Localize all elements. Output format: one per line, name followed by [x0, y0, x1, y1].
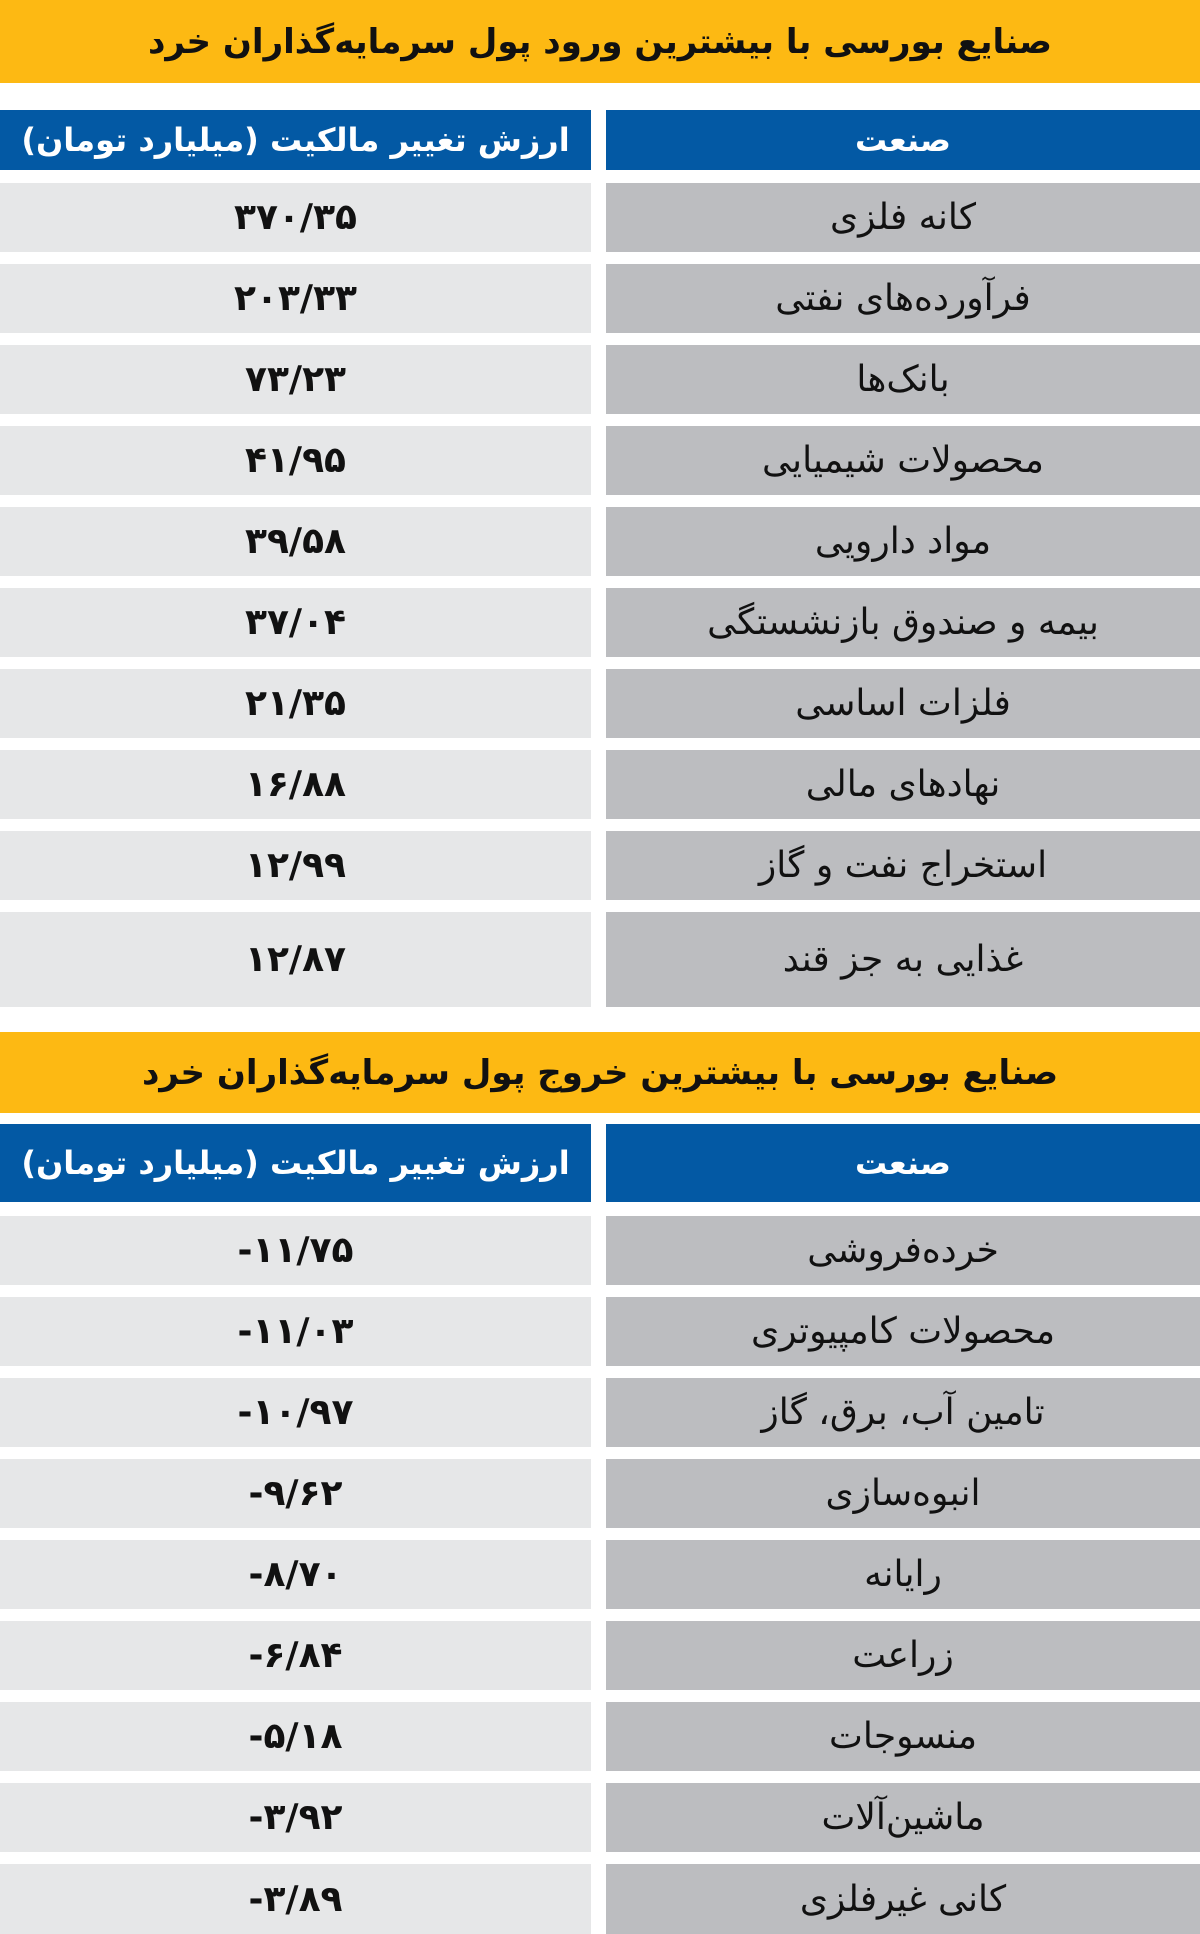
table-row-industry: انبوه‌سازی — [606, 1459, 1200, 1528]
value-text: ۱۶/۸۸ — [244, 764, 347, 805]
table-row-industry: خرده‌فروشی — [606, 1216, 1200, 1285]
value-text: -۱۰/۹۷ — [237, 1392, 354, 1433]
value-text: -۶/۸۴ — [248, 1635, 343, 1676]
outflow-header-industry: صنعت — [606, 1124, 1200, 1202]
table-row-value — [0, 669, 591, 738]
table-row-industry: غذایی به جز قند — [606, 912, 1200, 1007]
value-text: -۸/۷۰ — [248, 1554, 343, 1595]
table-row-industry: محصولات شیمیایی — [606, 426, 1200, 495]
value-text: -۳/۸۹ — [248, 1878, 343, 1920]
table-row-value — [0, 1783, 591, 1852]
value-text: -۳/۹۲ — [248, 1797, 343, 1838]
table-row-value — [0, 1459, 591, 1528]
table-row-industry: کانی غیرفلزی — [606, 1864, 1200, 1934]
value-text: ۱۲/۹۹ — [244, 845, 347, 886]
table-row-value — [0, 831, 591, 900]
table-row-value — [0, 1702, 591, 1771]
value-text: -۱۱/۷۵ — [237, 1230, 354, 1271]
table-row-value — [0, 1864, 591, 1934]
value-text: -۹/۶۲ — [248, 1473, 343, 1514]
value-text: ۳۷/۰۴ — [244, 602, 347, 643]
table-row-industry: فلزات اساسی — [606, 669, 1200, 738]
table-row-value — [0, 1540, 591, 1609]
value-text: ۳۹/۵۸ — [244, 521, 347, 562]
table-row-industry: فرآورده‌های نفتی — [606, 264, 1200, 333]
table-row-value — [0, 426, 591, 495]
table-row-industry: بانک‌ها — [606, 345, 1200, 414]
table-row-value — [0, 1378, 591, 1447]
table-row-industry: محصولات کامپیوتری — [606, 1297, 1200, 1366]
table-row-value — [0, 507, 591, 576]
value-text: ۲۰۳/۳۳ — [234, 278, 358, 319]
table-row-value — [0, 1297, 591, 1366]
table-row-industry: کانه فلزی — [606, 183, 1200, 252]
table-row-industry: رایانه — [606, 1540, 1200, 1609]
table-row-industry: بیمه و صندوق بازنشستگی — [606, 588, 1200, 657]
value-text: ۳۷۰/۳۵ — [234, 197, 358, 238]
value-text: ۲۱/۳۵ — [244, 683, 347, 724]
value-text: ۴۱/۹۵ — [244, 440, 347, 481]
value-text: ۱۲/۸۷ — [244, 939, 347, 980]
inflow-header-industry: صنعت — [606, 110, 1200, 170]
table-row-value — [0, 345, 591, 414]
table-row-industry: تامین آب، برق، گاز — [606, 1378, 1200, 1447]
value-text: ۷۳/۲۳ — [244, 359, 347, 400]
outflow-title: صنایع بورسی با بیشترین خروج پول سرمایه‌گذاران خرد — [0, 1032, 1200, 1113]
table-row-industry: مواد دارویی — [606, 507, 1200, 576]
table-row-industry: زراعت — [606, 1621, 1200, 1690]
table-row-value — [0, 912, 591, 1007]
table-row-industry: ماشین‌آلات — [606, 1783, 1200, 1852]
table-row-value — [0, 264, 591, 333]
table-row-value — [0, 1621, 591, 1690]
table-row-value — [0, 183, 591, 252]
value-text: -۱۱/۰۳ — [237, 1311, 354, 1352]
table-row-industry: منسوجات — [606, 1702, 1200, 1771]
inflow-header-value: ارزش تغییر مالکیت (میلیارد تومان) — [0, 110, 591, 170]
table-row-value — [0, 588, 591, 657]
inflow-title: صنایع بورسی با بیشترین ورود پول سرمایه‌گذاران خرد — [0, 0, 1200, 83]
table-row-industry: نهادهای مالی — [606, 750, 1200, 819]
table-row-value — [0, 750, 591, 819]
table-row-value — [0, 1216, 591, 1285]
value-text: -۵/۱۸ — [248, 1716, 343, 1757]
table-row-industry: استخراج نفت و گاز — [606, 831, 1200, 900]
outflow-header-value: ارزش تغییر مالکیت (میلیارد تومان) — [0, 1124, 591, 1202]
